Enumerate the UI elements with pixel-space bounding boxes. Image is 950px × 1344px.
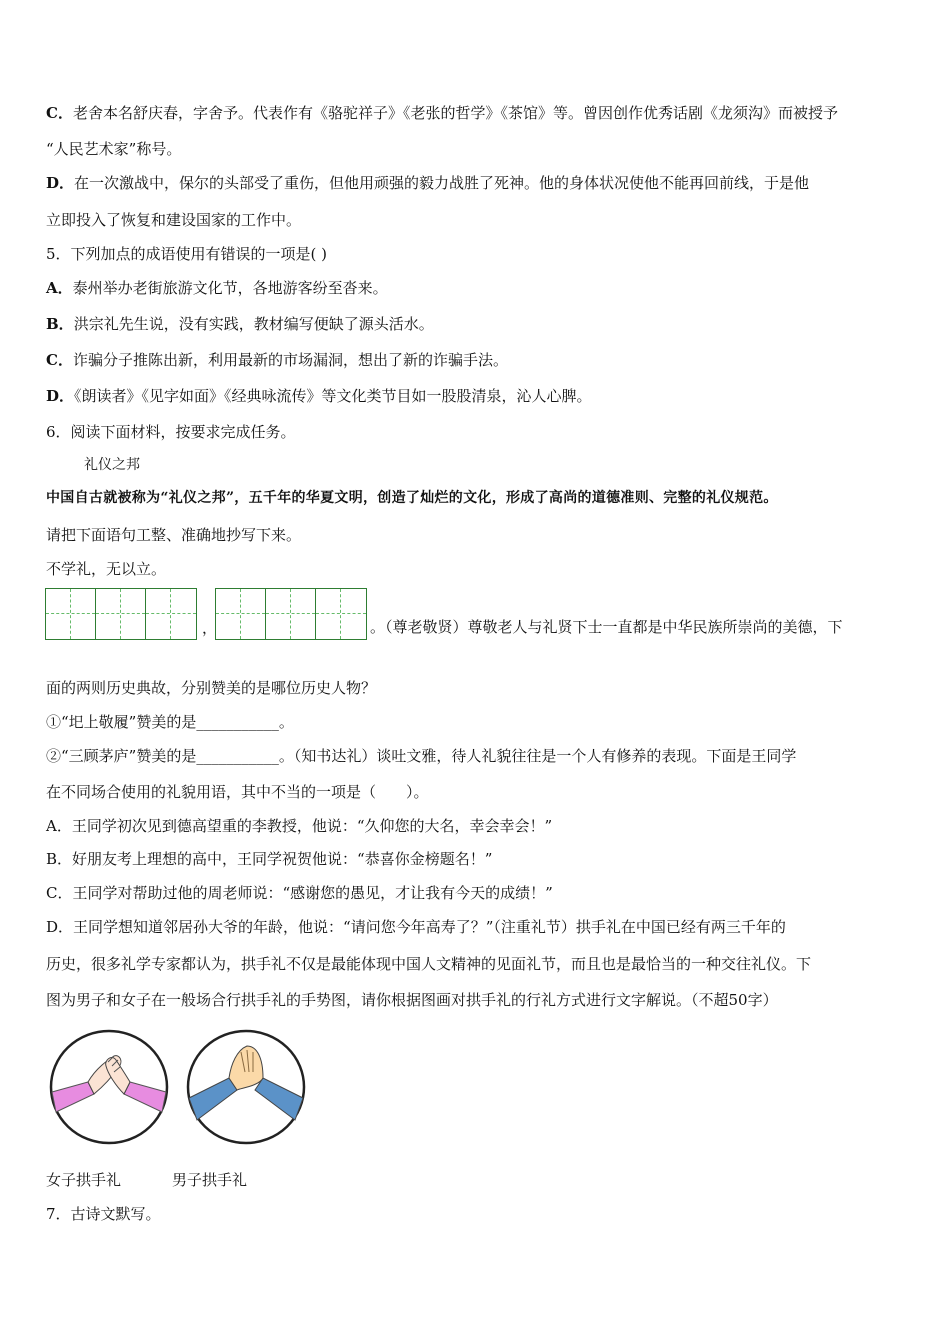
q6-gongshou-line1: 历史，很多礼学专家都认为，拱手礼不仅是最能体现中国人文精神的见面礼节，而且也是最恰当的一种交往礼仪。下 <box>46 955 812 973</box>
q4-option-d-text: 在一次激战中，保尔的头部受了重伤，但他用顽强的毅力战胜了死神。他的身体状况使他不能再回前线，于是他 <box>74 174 810 192</box>
q5-option-d <box>46 386 592 406</box>
female-gongshou-illustration <box>48 1028 170 1146</box>
male-gongshou-illustration <box>185 1028 307 1146</box>
q6-choice-b: B．好朋友考上理想的高中，王同学祝贺他说：“恭喜你金榜题名！” <box>46 850 493 868</box>
q6-copy-instruction: 请把下面语句工整、准确地抄写下来。 <box>46 526 302 544</box>
q6-item-1: ①“圯上敬履”赞美的是___________。 <box>46 713 294 731</box>
q6-history-question: 面的两则历史典故，分别赞美的是哪位历史人物？ <box>46 679 377 697</box>
q4-option-c-line1 <box>46 103 838 123</box>
grid-cell[interactable] <box>146 589 196 639</box>
q5-option-b <box>46 314 434 334</box>
q4-option-d-line1 <box>46 173 809 193</box>
q5-option-b-label: B． <box>46 315 74 333</box>
q6-item-2-cont: 在不同场合使用的礼貌用语，其中不当的一项是（ ）。 <box>46 783 429 801</box>
q5-option-c <box>46 350 508 370</box>
grid-cell[interactable] <box>46 589 96 639</box>
q5-option-d-text: 《朗读者》《见字如面》《经典咏流传》等文化类节目如一股股清泉，沁人心脾。 <box>74 387 592 405</box>
q6-intro: 中国自古就被称为“礼仪之邦”，五千年的华夏文明，创造了灿烂的文化，形成了高尚的道德准则、完整的礼仪规范。 <box>46 490 778 506</box>
q4-option-d-label: D． <box>46 174 75 192</box>
q5-option-c-text: 诈骗分子推陈出新，利用最新的市场漏洞，想出了新的诈骗手法。 <box>72 351 508 369</box>
q6-after-grid: 。（尊老敬贤）尊敬老人与礼贤下士一直都是中华民族所崇尚的美德，下 <box>370 618 843 636</box>
caption-male: 男子拱手礼 <box>172 1171 248 1189</box>
q6-choice-c: C．王同学对帮助过他的周老师说：“感谢您的愚见，才让我有今天的成绩！” <box>46 884 553 902</box>
q5-option-c-label: C． <box>46 351 73 369</box>
q4-option-c-line2: “人民艺术家”称号。 <box>46 140 182 158</box>
grid-cell[interactable] <box>96 589 146 639</box>
q5-option-a-text: 泰州举办老街旅游文化节，各地游客纷至沓来。 <box>72 279 388 297</box>
q6-stem: 6．阅读下面材料，按要求完成任务。 <box>46 423 296 441</box>
q7-stem: 7．古诗文默写。 <box>46 1205 161 1223</box>
q6-item-2: ②“三顾茅庐”赞美的是___________。（知书达礼）谈吐文雅，待人礼貌往往是一个人有修养的表现。下面是王同学 <box>46 747 797 765</box>
q6-copy-sentence: 不学礼，无以立。 <box>46 560 167 578</box>
q5-option-a-label: A． <box>46 279 73 297</box>
q4-option-d-line2: 立即投入了恢复和建设国家的工作中。 <box>46 211 302 229</box>
q6-choice-a: A．王同学初次见到德高望重的李教授，他说：“久仰您的大名，幸会幸会！” <box>46 817 553 835</box>
grid-comma: ， <box>202 619 218 637</box>
q4-option-c-text: 老舍本名舒庆春，字舍予。代表作有《骆驼祥子》《老张的哲学》《茶馆》等。曾因创作优秀话剧《龙须沟》而被授予 <box>72 104 838 122</box>
q6-section-title: 礼仪之邦 <box>84 457 140 473</box>
caption-female: 女子拱手礼 <box>46 1171 122 1189</box>
grid-cell[interactable] <box>266 589 316 639</box>
writing-grid-left[interactable] <box>45 588 197 640</box>
q5-stem: 5．下列加点的成语使用有错误的一项是( ) <box>46 245 328 263</box>
grid-cell[interactable] <box>216 589 266 639</box>
q5-option-d-label: D． <box>46 387 75 405</box>
grid-cell[interactable] <box>316 589 366 639</box>
q5-option-a <box>46 278 388 298</box>
q5-option-b-text: 洪宗礼先生说，没有实践，教材编写便缺了源头活水。 <box>73 315 434 333</box>
q6-choice-d: D．王同学想知道邻居孙大爷的年龄，他说：“请问您今年高寿了？”（注重礼节）拱手礼在中国已经有两三千年的 <box>46 918 786 936</box>
q4-option-c-label: C． <box>46 104 73 122</box>
writing-grid-right[interactable] <box>215 588 367 640</box>
q6-gongshou-line2: 图为男子和女子在一般场合行拱手礼的手势图，请你根据图画对拱手礼的行礼方式进行文字解说。（不超50字） <box>46 991 778 1009</box>
